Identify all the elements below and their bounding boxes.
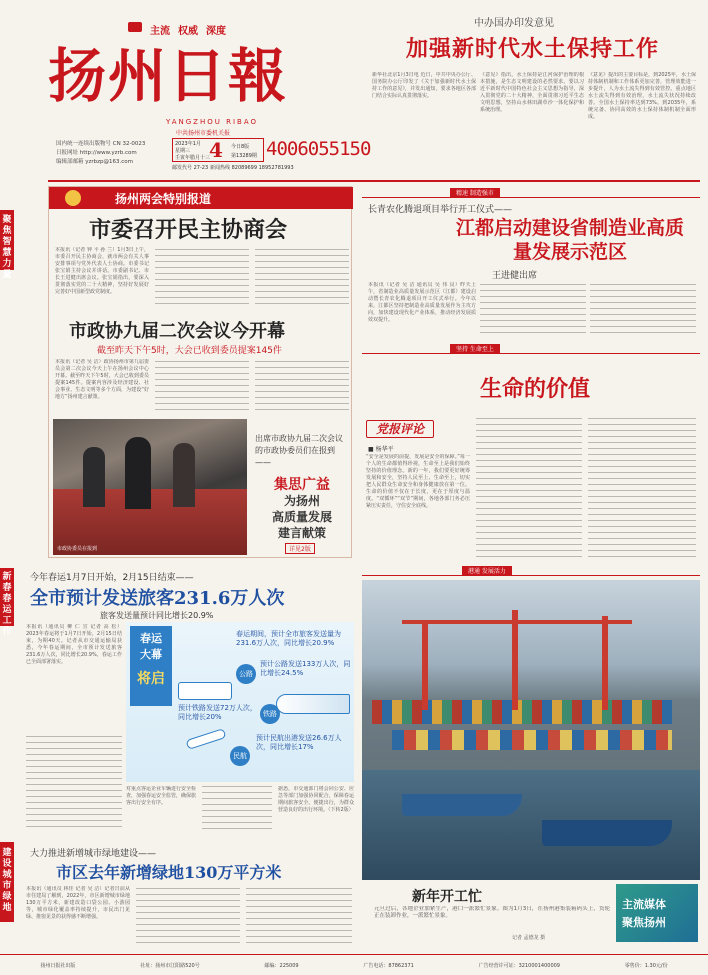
greening-body-a: 本报讯（通讯员 林佳 记者 吴 洁）记者日前从市住建局了解到，2022年，市区新增城市绿地130万平方米，新建改造口袋公园、小游园等，城市绿化覆盖率持续提升，市民出门见绿、推窗见景的获得感不断增强。 bbox=[26, 886, 130, 920]
rail-badge: 铁路 bbox=[260, 704, 280, 724]
ship-2 bbox=[542, 820, 672, 846]
date-lunar: 壬寅年腊月十三 bbox=[175, 155, 211, 161]
box-intro: 出席市政协九届二次会议的市政协委员们在报到—— bbox=[255, 434, 343, 467]
commentary-body-c bbox=[588, 418, 696, 558]
side-label-1: 聚焦 智慧力量 bbox=[2, 215, 12, 280]
footer-3: 邮编：225009 bbox=[264, 962, 299, 969]
date-day: 4 bbox=[209, 138, 223, 162]
crane-1 bbox=[422, 620, 428, 710]
masthead-pinyin: YANGZHOU RIBAO bbox=[166, 118, 259, 126]
rt-body-c bbox=[590, 284, 696, 338]
side-label-2: 新春 春运工作 bbox=[2, 572, 12, 637]
spring-kicker: 今年春运1月7日开始，2月15日结束—— bbox=[30, 573, 194, 583]
info-rail: 预计铁路发送72万人次，同比增长20% bbox=[178, 704, 257, 721]
date-block bbox=[172, 138, 264, 162]
date-issue: 第13289期 bbox=[231, 153, 257, 159]
banner bbox=[49, 187, 353, 209]
spring-infographic bbox=[126, 622, 354, 782]
info-email[interactable]: 编辑部邮箱 yzrbzp@163.com bbox=[56, 159, 134, 165]
crane-2 bbox=[512, 610, 518, 710]
footer-5: 广告经营许可证：3210001400009 bbox=[478, 962, 560, 969]
left-section bbox=[48, 186, 352, 558]
spring-body-2: 对重点客运企业车辆进行安全检查，加强春运安全监管，确保旅客出行安全有序。 bbox=[126, 786, 196, 806]
ship-1 bbox=[402, 794, 522, 816]
body-2c bbox=[255, 361, 349, 413]
rt-body-b bbox=[480, 284, 586, 338]
crane-arm bbox=[402, 620, 632, 624]
info-title-2: 大幕 bbox=[140, 648, 162, 661]
commentary-author: ■ 杨华平 bbox=[368, 446, 394, 453]
rt-kicker: 长青农化腾退项目举行开工仪式—— bbox=[368, 205, 513, 215]
hotline-number[interactable]: 4006055150 bbox=[266, 138, 371, 160]
banner-emblem-icon bbox=[65, 190, 81, 206]
spring-body-4: 据悉，市交通部门将会同公安、应急等部门加强协同配合，保障春运期间旅客安全、便捷出行，为群众营造良好的出行环境。（下转2版） bbox=[278, 786, 354, 813]
info-air: 预计民航出港发送26.6万人次，同比增长17% bbox=[256, 734, 342, 751]
port-photo bbox=[362, 580, 700, 880]
containers-row-2 bbox=[392, 730, 672, 750]
info-main: 春运期间，预计全市旅客发送量为231.6万人次，同比增长20.9% bbox=[236, 630, 341, 647]
side-label-3: 建设 城市绿地 bbox=[2, 848, 12, 913]
date-ym: 2023年1月 bbox=[175, 141, 201, 147]
subhead-2: 截至昨天下午5时，大会已收到委员提案145件 bbox=[97, 346, 282, 356]
callout-1: 集思广益 bbox=[274, 477, 330, 493]
callout bbox=[255, 477, 349, 541]
spring-sub: 旅客发送量预计同比增长20.9% bbox=[100, 611, 214, 620]
footer-6: 零售价：1.30元/份 bbox=[624, 962, 668, 969]
headline-1: 市委召开民主协商会 bbox=[89, 217, 288, 243]
crane-3 bbox=[602, 616, 608, 710]
road-badge: 公路 bbox=[236, 664, 256, 684]
tag-2: 坚持 生命至上 bbox=[450, 344, 500, 353]
port-credit: 记者 孟德龙 摄 bbox=[512, 935, 546, 941]
spring-body-cont bbox=[26, 736, 122, 832]
tag-3: 港通 发展活力 bbox=[462, 566, 512, 575]
info-title-box bbox=[130, 626, 172, 706]
tr-body-b: 《意见》指出，水土保持是江河保护治理的根本措施，是生态文明建设的必然要求。要以习近平新时代中国特色社会主义思想为指导，深入贯彻党的二十大精神，全面贯彻习近平生态文明思想，坚持山水林田湖草沙一体化保护和系统治理。 bbox=[480, 72, 584, 113]
train-icon bbox=[276, 694, 350, 714]
air-badge: 民航 bbox=[230, 746, 250, 766]
commentary-headline: 生命的价值 bbox=[480, 376, 591, 402]
body-2a: 本报讯（记者 吴 洁）政协扬州市第九届委员会第二次会议今天上午在扬州会议中心开幕。截至昨天下午5时，大会已收到委员提案145件。提案内容涉及经济建设、社会事业、生态文明等多个方面，为建设“好地方”扬州建言献策。 bbox=[55, 359, 149, 400]
body-1c bbox=[255, 249, 349, 307]
rt-body-a: 本报讯（记者 吴 洁 通讯员 吴 伟 良）昨天上午，省制造业高质量发展示范区（江都）建设启动暨长青农化腾退项目开工仪式举行。今年以来，江都区坚持把制造业高质量发展作为主攻方向，加快建设现代化产业体系，推动经济发展质效双提升。 bbox=[368, 282, 476, 323]
masthead-title: 扬州日報 bbox=[48, 42, 289, 110]
masthead-org: 中共扬州市委机关报 bbox=[176, 130, 231, 137]
delegates-photo bbox=[53, 419, 247, 555]
badge-line-1: 主流媒体 bbox=[622, 898, 666, 911]
bus-icon bbox=[178, 682, 232, 700]
photo-person-3 bbox=[173, 443, 195, 507]
footer-2: 社址：扬州市江阳路520号 bbox=[140, 962, 200, 969]
body-1a: 本报讯（记者 钟 平 孙 兰）1月3日上午，市委召开民主协商会，就市两会有关人事安排事项与党外代表人士协商。市委书记张宝娟主持会议并讲话。市委副书记、市长王进健出席会议。张宝娟指出，要深入贯彻落实党的二十大精神，坚持好发展好完善好中国新型政党制度。 bbox=[55, 247, 149, 295]
tr-kicker: 中办国办印发意见 bbox=[474, 18, 554, 29]
commentary-body-a: “安全是发展的前提，发展是安全的保障。”每一个人的生命都值得珍视，生命至上是我们始终坚持的价值理念。新的一年，我们要更好统筹发展和安全，坚持人民至上、生命至上，切实把人民群众生命安全和身体健康放在第一位。生命的价值不仅在于长度，更在于厚度与温度。“双循环”“双节”期间，各地各部门务必压紧压实责任，守住安全底线。 bbox=[366, 454, 470, 509]
badge-line-2: 聚焦扬州 bbox=[622, 916, 666, 929]
headline-2: 市政协九届二次会议今开幕 bbox=[69, 321, 285, 342]
date-weekday: 星期三 bbox=[175, 148, 191, 154]
containers-row-1 bbox=[372, 700, 672, 724]
photo-person-1 bbox=[83, 447, 105, 507]
footer-1: 扬州日报社出版 bbox=[40, 962, 76, 969]
slogan-1: 主流 bbox=[150, 26, 170, 37]
body-1b bbox=[155, 249, 249, 307]
spring-body: 本报讯（通讯员 柳 仁 宣 记者 高 松）2023年春运将于1月7日开始，2月15日结束，为期40天。记者从市交通运输局获悉，今年春运期间，全市预计发送旅客231.6万人次，同比增长20.9%，春运工作已全面部署落实。 bbox=[26, 624, 122, 665]
footer-4: 广告电话：87862371 bbox=[363, 962, 414, 969]
commentary-body-b bbox=[476, 418, 582, 558]
tag-bar-1 bbox=[362, 188, 700, 198]
postcode: 邮发代号 27-23 bbox=[172, 165, 209, 171]
banner-text: 扬州两会特别报道 bbox=[115, 192, 212, 206]
right-top-section bbox=[362, 186, 700, 342]
commentary-label-text: 党报评论 bbox=[375, 422, 424, 436]
tr-body-a: 新华社北京1月3日电 近日，中共中央办公厅、国务院办公厅印发了《关于加强新时代水土保持工作的意见》，并发出通知，要求各地区各部门结合实际认真贯彻落实。 bbox=[372, 72, 476, 99]
commentary-section bbox=[362, 344, 700, 560]
spring-headline: 全市预计发送旅客231.6万人次 bbox=[30, 588, 285, 609]
greening-body-c bbox=[246, 888, 352, 948]
rt-subline: 王进健出席 bbox=[492, 271, 538, 281]
slogan-2: 权威 bbox=[178, 26, 198, 37]
plane-icon bbox=[185, 728, 226, 750]
tr-headline: 加强新时代水土保持工作 bbox=[406, 36, 660, 62]
callout-3: 高质量发展 bbox=[271, 510, 332, 524]
slogan-3: 深度 bbox=[206, 26, 226, 37]
see-page-link[interactable]: 详见2版 bbox=[285, 543, 315, 554]
date-pages: 今日8版 bbox=[231, 144, 250, 150]
photo-caption: 市政协委员在报到 bbox=[57, 546, 98, 552]
greening-kicker: 大力推进新增城市绿地建设—— bbox=[30, 849, 157, 859]
tag-bar-2 bbox=[362, 344, 700, 354]
media-badge bbox=[616, 884, 698, 942]
photo-person-2 bbox=[125, 437, 151, 509]
hotline-label: 新闻热线 82089699 18952781993 bbox=[210, 165, 294, 171]
info-title-3: 将启 bbox=[137, 671, 165, 687]
tag-bar-3 bbox=[362, 566, 700, 576]
callout-4: 建言献策 bbox=[277, 526, 326, 540]
info-title-1: 春运 bbox=[140, 632, 162, 645]
spring-body-3 bbox=[202, 786, 272, 832]
greening-headline: 市区去年新增绿地130万平方米 bbox=[56, 863, 282, 882]
info-cn: 国内统一连续出版物号 CN 32-0023 bbox=[56, 141, 146, 147]
masthead-rule bbox=[48, 180, 700, 182]
left-info bbox=[56, 140, 145, 167]
greening-section bbox=[22, 842, 356, 952]
footer bbox=[0, 954, 708, 975]
new-year-title: 新年开工忙 bbox=[412, 889, 482, 905]
tag-1: 精速 制造强市 bbox=[450, 188, 500, 197]
commentary-label bbox=[366, 420, 434, 438]
top-right-article bbox=[366, 8, 700, 180]
logo-mark-icon bbox=[128, 22, 142, 32]
slogan bbox=[128, 22, 226, 37]
info-web[interactable]: 日报网址 http://www.yzrb.com bbox=[56, 150, 137, 156]
info-road: 预计公路发送133万人次，同比增长24.5% bbox=[260, 660, 351, 677]
port-section bbox=[362, 566, 700, 946]
port-caption: 元旦过后，各地企业加紧生产，港口一派繁忙景象。图为1月3日，在扬州港集装箱码头上，货轮正在装卸作业，一派繁忙景象。 bbox=[374, 906, 610, 919]
callout-2: 为扬州 bbox=[283, 494, 320, 508]
greening-body-b bbox=[136, 888, 240, 948]
spring-section bbox=[22, 566, 356, 836]
body-2b bbox=[155, 361, 249, 413]
rt-headline: 江都启动建设省制造业高质量发展示范区 bbox=[455, 217, 684, 263]
tr-body-c: 《意见》提出的主要目标是，到2025年，水土保持体制机制和工作体系更加完善，管理效能进一步提升，人为水土流失得到有效管控。重点地区水土流失得到有效治理，水土流失状况持续改善。全国水土保持率达到73%。到2035年，系统完备、协同高效的水土保持体制机制全面形成。 bbox=[588, 72, 696, 120]
